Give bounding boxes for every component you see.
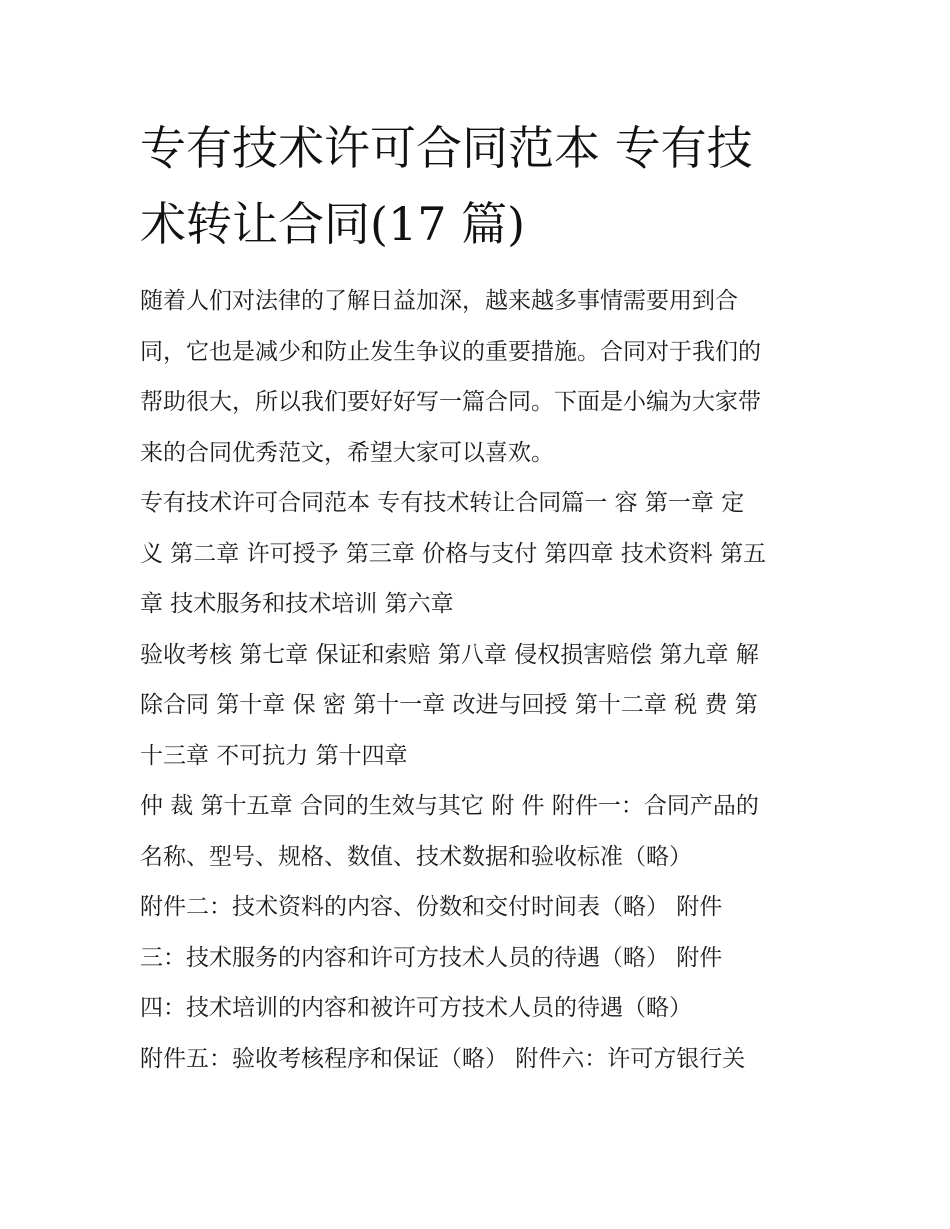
body-line-2: 同，它也是减少和防止发生争议的重要措施。合同对于我们的 [140, 338, 761, 365]
body-line-11: 仲 裁 第十五章 合同的生效与其它 附 件 附件一：合同产品的 [140, 793, 759, 819]
document-body [140, 276, 820, 1084]
body-line-13: 附件二：技术资料的内容、份数和交付时间表（略） 附件 [140, 894, 723, 920]
document-title [140, 110, 820, 262]
body-line-4: 来的合同优秀范文，希望大家可以喜欢。 [140, 439, 554, 466]
body-line-3: 帮助很大，所以我们要好好写一篇合同。下面是小编为大家带 [140, 389, 761, 415]
body-line-7: 章 技术服务和技术培训 第六章 [140, 591, 454, 617]
body-line-14: 三：技术服务的内容和许可方技术人员的待遇（略） 附件 [140, 944, 723, 971]
body-line-9: 除合同 第十章 保 密 第十一章 改进与回授 第十二章 税 费 第 [140, 692, 758, 718]
body-line-1: 随着人们对法律的了解日益加深，越来越多事情需要用到合 [140, 288, 738, 314]
body-line-6: 义 第二章 许可授予 第三章 价格与支付 第四章 技术资料 第五 [140, 540, 767, 567]
body-line-16: 附件五：验收考核程序和保证（略） 附件六：许可方银行关 [140, 1045, 746, 1072]
body-line-5: 专有技术许可合同范本 专有技术转让合同篇一 容 第一章 定 [140, 490, 745, 516]
body-line-8: 验收考核 第七章 保证和索赔 第八章 侵权损害赔偿 第九章 解 [140, 641, 759, 668]
body-line-12: 名称、型号、规格、数值、技术数据和验收标准（略） [140, 843, 692, 870]
title-line-1: 专有技术许可合同范本 专有技 [140, 121, 753, 175]
title-line-2: 术转让合同(17 篇) [140, 197, 526, 251]
body-line-10: 十三章 不可抗力 第十四章 [140, 742, 408, 769]
body-line-15: 四：技术培训的内容和被许可方技术人员的待遇（略） [140, 995, 692, 1021]
